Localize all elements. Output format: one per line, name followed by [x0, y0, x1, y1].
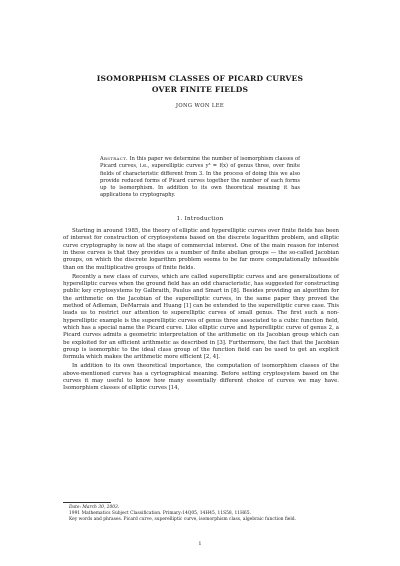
- footnotes: [63, 505, 339, 523]
- paper-title: [60, 73, 340, 95]
- page-number: 1: [198, 541, 202, 547]
- section-heading: 1. Introduction: [176, 216, 224, 222]
- paragraph-2: Recently a new class of curves, which are called superelliptic curves and are generalizations of hyperelliptic curves when the ground field has an odd characteristic, has suggested for constructing public key cryptosystems by Galbraith, Paulus and Smart in [8]. Besides providing an algorithm for the arithmetic on the Jacobian of the superelliptic curves, in the same paper they proved the method of Adleman, DeMarrais and Huang [1] can be extended to the superelliptic curve case. This leads us to restrict our attention to superelliptic curves of small genus. The first such a non-hyperelliptic example is the superelliptic curves of genus three associated to a cubic function field, which has a special name the Picard curve. Like elliptic curve and hyperelliptic curve of genus 2, a Picard curves admits a geometric interpretation of the arithmetic on its Jacobian group which can be exploited for an efficient arithmetic as described in [3]. Furthermore, the fact that the Jacobian group is isomorphic to the ideal class group of the function field can be used to get an explicit formula which makes the arithmetic more efficient [2, 4].: [63, 273, 339, 361]
- title-line-1: ISOMORPHISM CLASSES OF PICARD CURVES: [96, 74, 304, 83]
- paragraph-3: In addition to its own theoretical importance, the computation of isomorphism classes of the above-mentioned curves has a cyrtographical meaning. Before setting cryptosystem based on the curves it may useful to know how many essentially different choice of curves we may have. Isomorphism classes of elliptic curves [14,: [63, 363, 339, 392]
- abstract-label: Abstract.: [100, 156, 128, 162]
- footnote-msc: 1991 Mathematics Subject Classification. Primary:14Q05, 14H45, 11S58, 11H65.: [69, 511, 251, 516]
- abstract-text: In this paper we determine the number of isomorphism classes of Picard curves, i.e., superelliptic curves y³ = f(x) of genus three, over finite fields of characteristic different from 3. In the process of doing this we also provide reduced forms of Picard curves together the number of each forms up to isomorphism. In addition to its own theoretical meaning it has applications to cryptography.: [100, 156, 300, 199]
- footnote-keywords: Key words and phrases. Picard curve, superelliptic curve, isomorphism class, algebraic function field.: [69, 517, 296, 522]
- author-name: JONG WON LEE: [175, 103, 225, 109]
- abstract: [100, 156, 300, 200]
- paragraph-1: Starting in around 1985, the theory of elliptic and hyperelliptic curves over finite fields has been of interest for construction of cryptosystems based on the discrete logarithm problem, and elliptic curve cryptography is now at the stage of commercial interest. One of the main reason for interest in these curves is that they provides us a number of finite abelian groups — the so-called Jacobian groups, on which the discrete logarithm problem seems to be far more computationally infeasible than on the multiplicative groups of finite fields.: [63, 228, 339, 271]
- title-line-2: OVER FINITE FIELDS: [151, 85, 249, 94]
- footnote-date: Date: March 30, 2003.: [69, 505, 120, 510]
- footnote-rule: [63, 502, 111, 503]
- body-text: [63, 228, 339, 394]
